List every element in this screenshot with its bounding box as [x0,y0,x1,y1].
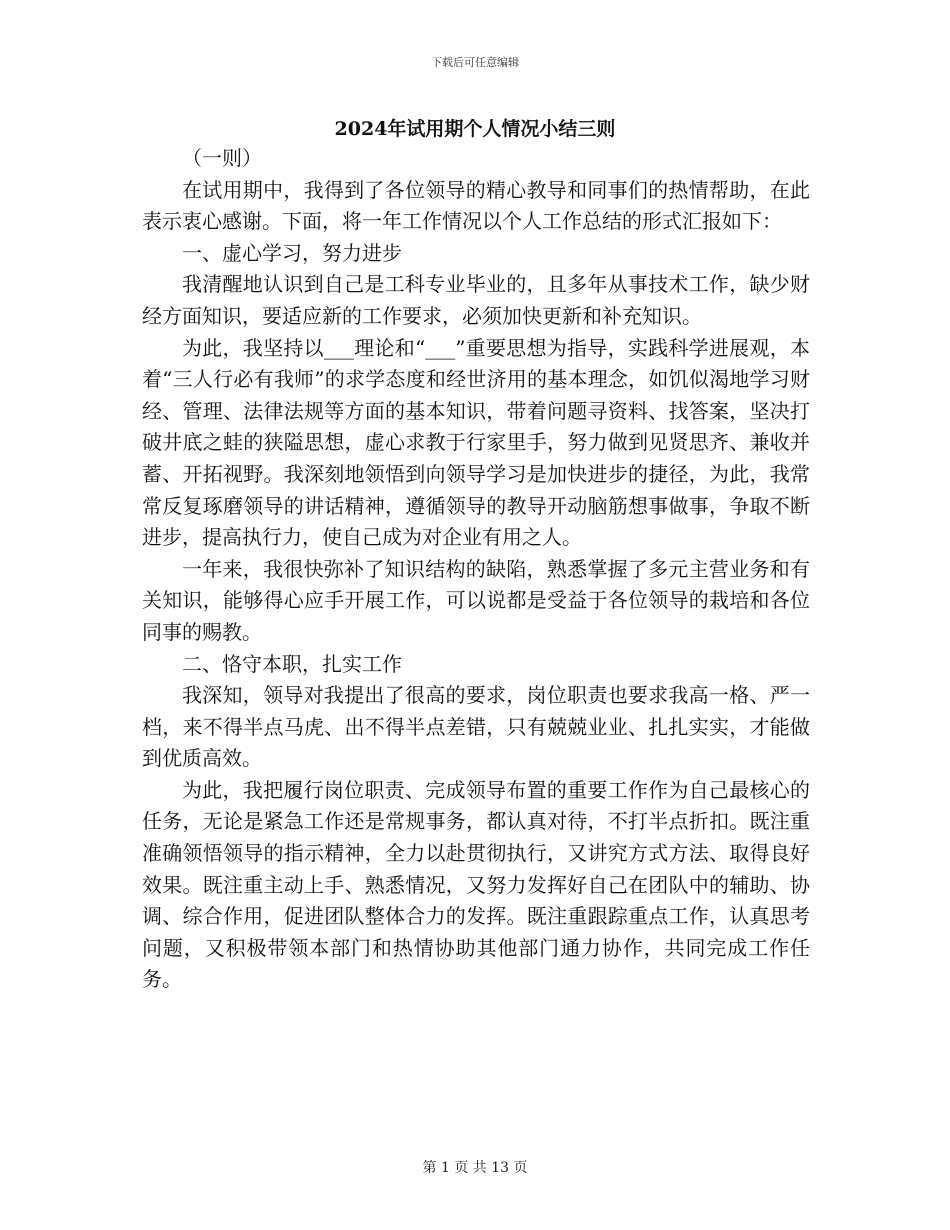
document-body [142,143,810,996]
section-heading-1: 一、虚心学习，努力进步 [182,240,402,265]
paragraph: 为此，我把履行岗位职责、完成领导布置的重要工作作为自己最核心的任务，无论是紧急工作还是常规事务，都认真对待，不打半点折扣。既注重准确领悟领导的指示精神，全力以赴贯彻执行，又讲究方式方法、取得良好效果。既注重主动上手、熟悉情况，又努力发挥好自己在团队中的辅助、协调、综合作用，促进团队整体合力的发挥。既注重跟踪重点工作，认真思考问题，又积极带领本部门和热情协助其他部门通力协作，共同完成工作任务。 [142,777,810,992]
paragraph-intro: 在试用期中，我得到了各位领导的精心教导和同事们的热情帮助，在此表示衷心感谢。下面，将一年工作情况以个人工作总结的形式汇报如下： [142,177,810,234]
document-title: 2024年试用期个人情况小结三则 [334,118,616,140]
paragraph: 一年来，我很快弥补了知识结构的缺陷，熟悉掌握了多元主营业务和有关知识，能够得心应手开展工作，可以说都是受益于各位领导的栽培和各位同事的赐教。 [142,556,810,644]
paragraph: 我清醒地认识到自己是工科专业毕业的，且多年从事技术工作，缺少财经方面知识，要适应新的工作要求，必须加快更新和补充知识。 [142,272,810,328]
paragraph: 我深知，领导对我提出了很高的要求，岗位职责也要求我高一格、严一档，来不得半点马虎、出不得半点差错，只有兢兢业业、扎扎实实，才能做到优质高效。 [142,683,810,771]
paragraph: 为此，我坚持以___理论和“___”重要思想为指导，实践科学进展观，本着“三人行必有我师”的求学态度和经世济用的基本理念，如饥似渴地学习财经、管理、法律法规等方面的基本知识，带着问题寻资料、找答案，坚决打破井底之蛙的狭隘思想，虚心求教于行家里手，努力做到见贤思齐、兼收并蓄、开拓视野。我深刻地领悟到向领导学习是加快进步的捷径，为此，我常常反复琢磨领导的讲话精神，遵循领导的教导开动脑筋想事做事，争取不断进步，提高执行力，使自己成为对企业有用之人。 [142,335,810,550]
page-header: 下载后可任意编辑 [431,56,519,69]
page-footer: 第 1 页 共 13 页 [422,1160,528,1176]
paragraph-subtitle: （一则） [182,146,262,170]
section-heading-2: 二、恪守本职，扎实工作 [182,651,402,676]
